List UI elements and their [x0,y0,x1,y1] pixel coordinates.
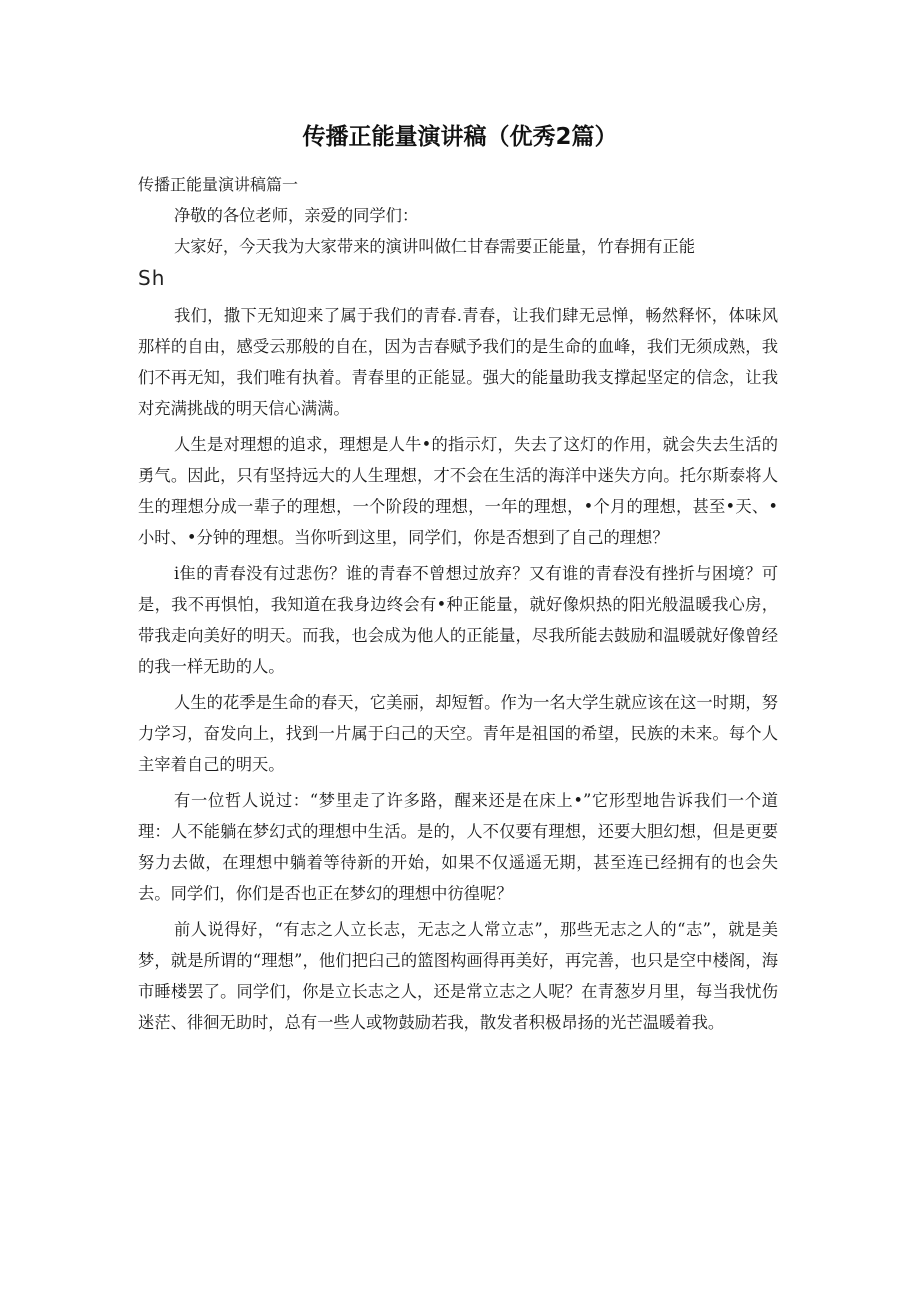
stray-text: Sh [138,266,166,290]
section-heading: 传播正能量演讲稿篇一 [138,175,299,194]
document-body [138,200,778,1043]
body-paragraph-6: 前人说得好，“有志之人立长志，无志之人常立志”，那些无志之人的“志”，就是美梦，就是所谓的“理想”，他们把臼己的篮图构画得再美好，再完善，也只是空中楼阁，海市睡楼罢了。同学们，你是立长志之人，还是常立志之人呢？在青葱岁月里，每当我忧伤迷茫、徘徊无助时，总有一些人或物鼓励若我，散发者积极昂扬的光芒温暖着我。 [138,920,778,1032]
body-paragraph-3: i隹的青春没有过悲伤？谁的青春不曾想过放弃？又有谁的青春没有挫折与困境？可是，我不再惧怕，我知道在我身边终会有•种正能量，就好像炽热的阳光般温暖我心房，带我走向美好的明天。而我，也会成为他人的正能量，尽我所能去鼓励和温暖就好像曾经的我一样无助的人。 [138,564,778,676]
body-paragraph-5: 有一位哲人说过：“梦里走了许多路，醒来还是在床上•”它形型地告诉我们一个道理：人不能躺在梦幻式的理想中生活。是的，人不仅要有理想，还要大胆幻想，但是更要努力去做，在理想中躺着等待新的开始，如果不仅遥遥无期，甚至连已经拥有的也会失去。同学们，你们是否也正在梦幻的理想中彷徨呢？ [138,791,778,903]
intro-paragraph: 大家好，今天我为大家带来的演讲叫做仁甘春需要正能量，竹春拥有正能 [174,237,696,256]
document-title: 传播正能量演讲稿（优秀2篇） [302,124,618,150]
body-paragraph-4: 人生的花季是生命的春天，它美丽，却短暂。作为一名大学生就应该在这一时期，努力学习，奋发向上，找到一片属于臼己的天空。青年是祖国的希望，民族的未来。每个人主宰着自己的明天。 [138,693,778,774]
body-paragraph-2: 人生是对理想的追求，理想是人牛•的指示灯，失去了这灯的作用，就会失去生活的勇气。因此，只有坚持远大的人生理想，才不会在生活的海洋中迷失方向。托尔斯泰将人生的理想分成一辈子的理想，一个阶段的理想，一年的理想，•个月的理想，甚至•天、•小时、•分钟的理想。当你听到这里，同学们，你是否想到了自己的理想？ [138,435,778,547]
body-paragraph-1: 我们，撒下无知迎来了属于我们的青春.青春，让我们肆无忌惮，畅然释怀，体味风那样的自由，感受云那般的自在，因为吉春赋予我们的是生命的血峰，我们无须成熟，我们不再无知，我们唯有执着。青春里的正能显。强大的能量助我支撑起坚定的信念，让我对充满挑战的明天信心满满。 [138,306,778,418]
greeting-paragraph: 净敬的各位老师，亲爱的同学们： [174,206,419,225]
